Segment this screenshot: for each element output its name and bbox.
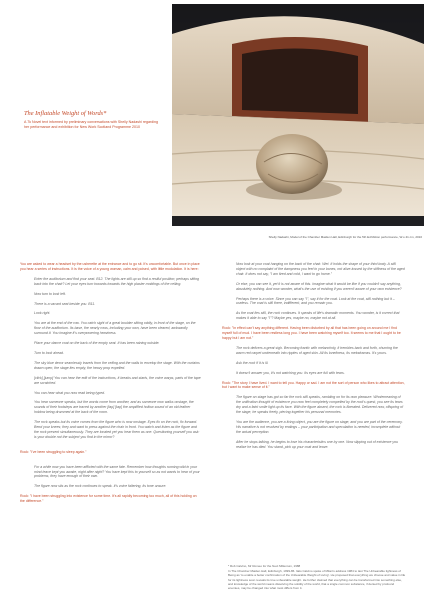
paragraph: Enter the auditorium and find your seat. B12. The lights are still up so find a restful position; perhaps sitting back into the chair? Let your eyes turn towards towards the high plaster moldings of the ceiling. [34, 276, 199, 286]
paragraph: Ask the rock if it is ill. [236, 360, 269, 365]
paragraph: Look right. [34, 311, 51, 316]
paragraph: Turn to look ahead. [34, 350, 64, 355]
paragraph: There is a vacant seat beside you. B11. [34, 301, 96, 306]
model-photo [172, 4, 424, 226]
paragraph: You are the audience, you are a living object, you are the figure on stage, and you are part of the ceremony. His narrative is not resolved by endings – your participation and speculation is needed, incomplete without the actual perception. [236, 419, 403, 434]
paragraph: Place your dance coat on the back of the empty seat. It has been raining outside. [34, 341, 160, 346]
paragraph: You are asked to wear a headset by the usherette at the entrance and to go sit. It's uncomfortable. But once in place you hear a series of instructions. It is the voice of a young woman, calm and poised, with little modulation. It is here: [20, 262, 200, 271]
paragraph: Or else, you can see it, yet it is not aware of this. Imagine what it would be like if you couldn't say anything, absolutely nothing. And now wonder, what's the use of existing if you weren't aware of your own existence? [236, 281, 402, 291]
footnote: In The Chamber Maiden Hall, Edinburgh, 1999-86. Italo Calvino spoke of Milan's address 1984 to last The Unbearable lightness of Being as 'to enable a better confirmation of the Unbearable Weight of Living'. He proposed that everything we choose and value in life for its lightness soon reveals its true unbearable weight. He further claimed that everything can be transformed into something else, and knowledge of the world means dissolving the solidity of the world, that a single common substance, if denied by profound enemies, may be changed into what most differs from it. [228, 569, 406, 591]
paragraph: You can hear what you now read being typed. [34, 390, 106, 395]
paragraph: Rock: "I have been struggling into existence for some time. It's all rapidly becoming too much, all of this holding on the difference." [20, 494, 197, 504]
paragraph: Now look at your coat hanging on the back of the chair. Wet. It holds the shape of your third body. A still object with no complaint of the dampness you feel in your bones, not alive-tossed by the stiffness of the aged chair. It does not say, "I am tired and cold, I want to go home." [236, 262, 405, 276]
paragraph: It doesn't answer you, it's not watching you. Its eyes are full with tears. [236, 370, 345, 375]
footnote: * Rob Calvino, Mr Romeo for the Next Millenium, 1988 [228, 564, 301, 568]
paragraph: You are at the end of the row. You catch sight of a great boulder sitting oddly, in front of the stage, on the floor of the auditorium. Its base, the nearly rows, including your own, have been cleared, awkwardly surround it. You imagine it's overpowering heaviness. [34, 321, 196, 336]
right-column [222, 262, 406, 454]
paragraph: After he stops talking, he begins to lose his characteristics one by one. Now slipping out of existence you realise he has died. You stand, pick up your coat and leave. [236, 439, 399, 449]
paragraph: As the coat lies still, the rock continues. It speaks of life's dramatic moments. You wonder, is it correct that makes it able to say "I"? Maybe yes, maybe no, maybe not at all. [236, 311, 400, 321]
paragraph: Perhaps there is a voice. Since you can say "I", say it for the coat. Look at the coat, still nothing but it – useless. The coat is still there, indifferent, and you remain you. [236, 296, 395, 306]
paragraph: The figure on stage has got so far the rock still speaks, rambling on for its own pleasure. Wholemeaning of the unification thought of existence you now feel completely compelled by the rock's quest, you see its tears dry and a faint smile light up its face. With the figure absent, the rock is liberated. Delivered now, offspring of the stage, he speaks freely, piecing together his personal memories. [236, 395, 404, 415]
paragraph: You hear someone speaks, but the words come from another, and as someone now walks onstage, the sounds of their footsteps are traced by another [tap] [tap] the amplified hollow sound of an old leather holdow being drummed at the back of the room. [34, 400, 194, 415]
page-subtitle: A 7k Novel text informed by preliminary conversations with Shelly Nadashi regarding her performance and exhibition for New Work Scotland Programme 2010 [24, 120, 159, 129]
paragraph: The rock delivers a great sigh. Becoming frantic with melancholy, it trembles back and forth, chuming the warm red carpet underneath into ripples of aged skin. All its loneliness, its melodramas. It's yours. [236, 345, 398, 355]
paragraph: Rock: "The story I have lived. I want to tell you. Happy or sad. I am not the sort of person who likes to attract attention, but I want to make sense of it." [222, 380, 405, 390]
photo-caption: Shelly Nadashi, Model of the Chamber Maiden Hall, Edinburgh for the 5th Exhibition performance, W.o 41 cm, 2010 [268, 235, 422, 239]
left-column [20, 262, 202, 509]
paragraph: Rock: "In effect can't say anything different. Having been disturbed by all that has been going on around me I find myself full of mud. I have been restless long you. I have been watching myself too. It seems to me that I ought to be happy but I am not." [222, 326, 401, 340]
paragraph: Rock: "I've been struggling to sleep again." [20, 449, 87, 454]
paragraph: The figure now sits as the rock continues to speak. It's voice faltering, its tone unsure. [34, 484, 167, 489]
paragraph: The sky blue decor seamlessly travels from the ceiling and the walls to envelop the stage. With the curtains drawn open, the stage lies empty, the heavy prop expelled. [34, 360, 200, 370]
paragraph: [click] [jump] You can hear the edit of the instructions, it breaks and starts, the voice warps, parts of the tape are scratched. [34, 375, 201, 385]
paragraph: For a while now you have been afflicted with the same fate. Remember how thoughts running wild in your mind leave kept you awake, night after night? You have kept this to yourself so as not wants to hear of your problems, they have enough of their own. [34, 464, 200, 479]
theatre-model-image [172, 4, 424, 226]
page-title: The Inflatable Weight of Words* [24, 110, 107, 117]
paragraph: Now turn to look left. [34, 291, 66, 296]
footnotes [228, 564, 406, 591]
paragraph: The rock speaks but its voice comes from the figure who is now onstage. Eyes fix on the rock, fix forward. Bend your knees; they and want to press against the chair in front. You watch and listen as the figure and the rock present simultaneously. They are located yet you hear them as one. Questioning yourself you ask: is your double not the subject you find in the mirror? [34, 420, 200, 439]
